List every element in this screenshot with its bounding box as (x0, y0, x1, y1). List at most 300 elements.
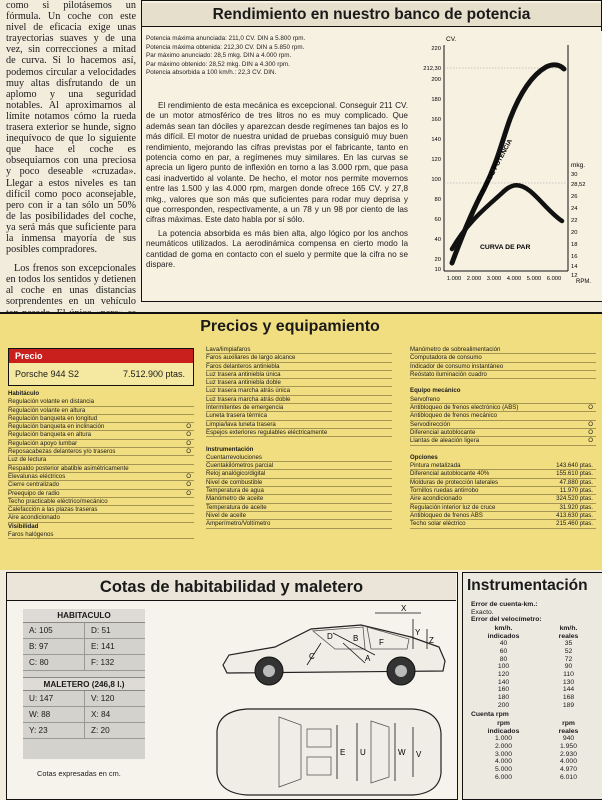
equipment-row (206, 495, 392, 503)
rpm-header-cell: rpm (497, 719, 510, 727)
speed-row (471, 640, 601, 648)
equipment-label: Nivel de aceite (206, 511, 246, 519)
equipment-label: Reloj analógico/digital (206, 470, 266, 478)
equipment-label: Regulación apoyo lumbar (8, 439, 78, 447)
equipment-row (8, 531, 194, 539)
speed-header (471, 633, 601, 640)
equipment-row (410, 520, 596, 528)
speed-row-cell: 60 (499, 647, 508, 655)
equipment-label: Molduras de protección laterales (410, 478, 499, 486)
equipment-value: 324.520 ptas. (556, 495, 593, 503)
equipment-row (410, 354, 596, 362)
equipment-row (410, 446, 596, 454)
equipment-value: 11.970 ptas. (559, 487, 593, 495)
speed-row-cell: 40 (499, 640, 508, 648)
mkg-tick: 20 (571, 230, 578, 236)
dim-cell: C: 80 (29, 658, 49, 667)
rpm-row-cell: 6.010 (559, 773, 577, 781)
car-side-diagram (215, 603, 453, 701)
dim-row (23, 691, 145, 707)
equipment-row (8, 465, 194, 473)
cv-tick: 80 (434, 197, 441, 203)
instrumentation-table (471, 601, 601, 782)
dim-cell: Y: 23 (29, 726, 48, 735)
equipment-row (206, 404, 392, 412)
equipment-row (410, 487, 596, 495)
prices-title: Precios y equipamiento (200, 318, 380, 335)
equipment-label: Respaldo posterior abatible asimétricamente (8, 464, 129, 472)
equipment-section-header (410, 387, 596, 395)
equipment-label: Habitáculo (8, 390, 40, 397)
dim-cell: U: 147 (29, 694, 54, 703)
rpm-tick: 4.000 (506, 276, 522, 282)
dimensions-title: Cotas de habitabilidad y maletero (7, 573, 456, 601)
equipment-label: Elevalunas eléctricos (8, 472, 66, 480)
dim-letter: Y (415, 628, 421, 637)
equipment-label: Opciones (410, 453, 438, 461)
equipment-label: Limpia/lava luneta trasera (206, 420, 276, 428)
equipment-value: 143.640 ptas. (556, 462, 593, 470)
dim-cell: E: 141 (84, 639, 145, 654)
rpm-row-cell: 4.000 (559, 758, 577, 766)
equipment-value: 31.920 ptas. (559, 503, 593, 511)
left-column-article (0, 0, 138, 312)
cv-tick: 40 (434, 237, 441, 243)
torque-curve-label: CURVA DE PAR (480, 244, 531, 251)
equipment-label: Regulación volante en distancia (8, 398, 95, 406)
dim-letter: Z (429, 636, 434, 645)
rpm-header-cell: indicados (487, 728, 520, 736)
equipment-label: Antibloqueo de frenos electrónico (ABS) (410, 404, 519, 412)
equipment-label: Antibloqueo de frenos ABS (410, 511, 483, 519)
prices-section (0, 312, 602, 570)
equipment-row (206, 354, 392, 362)
rpm-row-cell: 2.930 (559, 750, 577, 758)
price-box (8, 348, 194, 386)
performance-paragraph: El rendimiento de esta mecánica es excepcional. Conseguir 211 CV. de un motor atmosférico de tres litros no es muy complicado. Que además sean tan dóciles y aparezcan desde regímenes tan bajos es lo más difícil. El motor de nuestra unidad de pruebas consiguió muy buen rendimiento, mejorando las cifras previstas por el fabricante, tanto en potencia como en par, a regímenes muy similares. En las curvas se aprecia un ligero punto de inflexión en torno a las 3.000 rpm, que pasa casi inadvertido al volante. De hecho, el motor nos permite movernos entre las 1.500 y las 4.000 rpm, margen donde ofrece 165 CV. y 27,8 mkg., valores que son más que suficientes para rodar muy deprisa y que corresponden, respectivamente, a un 78 y un 98 por ciento de las cifras máximas. Este dato habla por sí sólo. (146, 101, 408, 225)
equipment-row (410, 346, 596, 354)
dim-cell: D: 51 (84, 623, 145, 638)
equipment-row (206, 363, 392, 371)
equipment-row (8, 440, 194, 448)
equipment-row (206, 412, 392, 420)
equipment-row (206, 379, 392, 387)
dim-letter: D (327, 632, 333, 641)
speed-row (471, 686, 601, 694)
equipment-row (8, 473, 194, 481)
mkg-tick: 14 (571, 264, 578, 270)
equipment-label: Reóstato iluminación cuadro (410, 370, 487, 378)
equipment-label: Cierre centralizado (8, 481, 60, 489)
equipment-label: Computadora de consumo (410, 354, 482, 362)
equipment-label: Servofreno (410, 395, 440, 403)
equipment-label: Tornillos ruedas antirrobo (410, 487, 479, 495)
equipment-value: O (186, 431, 191, 439)
speed-row-cell: 168 (562, 694, 575, 701)
cv-tick: 180 (431, 97, 441, 103)
cv-tick: 220 (431, 46, 441, 52)
equipment-label: Faros halógenos (8, 531, 54, 539)
rpm-row (471, 766, 601, 774)
rpm-row-cell: 940 (562, 735, 575, 743)
rpm-header (471, 728, 601, 735)
equipment-row (410, 404, 596, 412)
equipment-label: Techo solar eléctrico (410, 520, 466, 528)
equipment-row (206, 454, 392, 462)
equipment-row (206, 396, 392, 404)
equipment-row (410, 495, 596, 503)
speed-row-cell: 100 (497, 663, 510, 671)
speed-header-cell: km/h. (494, 624, 513, 632)
dimensions-table (23, 609, 145, 759)
rpm-row (471, 743, 601, 751)
equipment-label: Temperatura de aceite (206, 503, 267, 511)
mkg-tick: 30 (571, 172, 578, 178)
dim-letter: B (353, 634, 359, 643)
equipment-label: Faros auxiliares de largo alcance (206, 354, 296, 362)
equipment-label: Techo practicable eléctrico/mecánico (8, 497, 108, 505)
equipment-row (206, 470, 392, 478)
rpm-row-cell: 5.000 (494, 766, 512, 774)
cv-tick: 212,30 (423, 66, 441, 72)
dim-letter: A (365, 654, 371, 663)
equipment-label: Diferencial autoblocante (410, 428, 476, 436)
dim-letter: U (360, 748, 366, 757)
speed-header (471, 625, 601, 632)
equipment-label: Regulación banqueta en inclinación (8, 423, 105, 431)
equipment-label: Temperatura de agua (206, 487, 264, 495)
mkg-unit: mkg. (571, 162, 586, 169)
rpm-tick: 3.000 (486, 276, 502, 282)
equipment-row (8, 514, 194, 522)
article-paragraph: Los frenos son excepcionales en todos los sentidos y detienen al coche en unas distancias sorprendentes en un vehículo (6, 263, 136, 308)
equipment-label: Luz trasera antiniebla única (206, 370, 281, 378)
equipment-label: Llantas de aleación ligera (410, 437, 480, 445)
equipment-label: Lava/limpiafaros (206, 346, 251, 353)
equipment-value: O (186, 439, 191, 447)
equipment-column-3 (410, 346, 596, 529)
equipment-value: O (186, 448, 191, 456)
speed-header-cell: km/h. (559, 624, 578, 632)
mkg-tick: 26 (571, 194, 578, 200)
equipment-row (206, 346, 392, 354)
equipment-label: Espejos exteriores regulables eléctricamente (206, 428, 328, 436)
equipment-row (410, 462, 596, 470)
rpm-unit: RPM. (576, 279, 591, 285)
equipment-row (8, 498, 194, 506)
dim-letter: F (379, 638, 384, 647)
rpm-tick: 5.000 (526, 276, 542, 282)
cv-tick: 200 (431, 77, 441, 83)
equipment-row (206, 487, 392, 495)
speed-row (471, 694, 601, 702)
speed-row-cell: 35 (564, 640, 573, 648)
equipment-label: Regulación volante en altura (8, 406, 86, 414)
cv-tick: 10 (434, 267, 441, 273)
equipment-label: Regulación interior luz de cruce (410, 503, 496, 511)
equipment-label: Aire acondicionado (410, 495, 462, 503)
spec-line: Potencia absorbida a 100 km/h.: 22,3 CV. DIN. (146, 69, 277, 77)
equipment-row (8, 490, 194, 498)
performance-title: Rendimiento en nuestro banco de potencia (142, 3, 601, 27)
equipment-row (8, 407, 194, 415)
performance-specs (146, 35, 408, 78)
dim-row (23, 707, 145, 723)
dim-cell: W: 88 (29, 710, 51, 719)
speed-row-cell: 110 (563, 670, 574, 678)
speed-row-cell: 144 (562, 686, 575, 694)
cv-tick: 100 (431, 177, 441, 183)
spec-line: Potencia máxima anunciada: 211,0 CV. DIN a 5.800 rpm. (146, 35, 306, 42)
speed-row (471, 702, 601, 710)
equipment-value: O (588, 428, 593, 436)
dim-cell: V: 120 (84, 691, 145, 706)
equipment-value: 47.880 ptas. (559, 478, 593, 486)
equipment-label: Manómetro de sobrealimentación (410, 346, 501, 353)
speed-row-cell: 52 (564, 647, 573, 655)
equipment-value: 413.630 ptas. (556, 511, 593, 519)
equipment-label: Diferencial autoblocante 40% (410, 470, 490, 478)
equipment-label: Cuentarrevoluciones (206, 453, 262, 461)
cv-tick: 20 (434, 257, 441, 263)
mkg-tick: 18 (571, 242, 578, 248)
speed-row-cell: 140 (497, 678, 510, 686)
equipment-section-header (410, 454, 596, 462)
error-km-label: Error de cuenta-km.: (471, 601, 538, 608)
dim-letter: X (401, 604, 407, 613)
equipment-section-header (8, 390, 194, 398)
car-top-diagram (207, 703, 451, 799)
equipment-label: Visibilidad (8, 522, 39, 530)
equipment-label: Manómetro de aceite (206, 495, 264, 503)
equipment-value: O (186, 481, 191, 489)
equipment-value: 215.460 ptas. (556, 520, 593, 528)
equipment-label: Nivel de combustible (206, 478, 263, 486)
equipment-row (410, 512, 596, 520)
dim-cell: B: 97 (29, 642, 49, 651)
equipment-row (8, 456, 194, 464)
mkg-tick: 22 (571, 218, 578, 224)
equipment-row (410, 421, 596, 429)
equipment-section-header (8, 523, 194, 531)
equipment-column-1 (8, 390, 194, 539)
dim-letter: C (309, 652, 315, 661)
dim-cell: X: 84 (84, 707, 145, 722)
dim-letter: V (416, 750, 422, 759)
equipment-label: Regulación banqueta en altura (8, 431, 92, 439)
equipment-row (206, 512, 392, 520)
equipment-row (410, 371, 596, 379)
dim-row (23, 723, 145, 739)
instrumentation-box (462, 572, 602, 800)
performance-box (141, 0, 602, 302)
equipment-row (8, 398, 194, 406)
dimensions-box (6, 572, 458, 800)
speed-row-cell: 90 (564, 663, 573, 671)
rpm-tick: 6.000 (546, 276, 562, 282)
speed-row (471, 656, 601, 664)
equipment-row (410, 412, 596, 420)
equipment-label: Amperímetro/Voltímetro (206, 520, 271, 528)
speed-row (471, 663, 601, 671)
price-row (9, 363, 193, 385)
speed-rows (471, 640, 601, 709)
rpm-row (471, 774, 601, 782)
equipment-label: Regulación banqueta en longitud (8, 414, 98, 422)
equipment-value: O (186, 472, 191, 480)
dyno-graph (408, 31, 602, 301)
speed-row-cell: 80 (499, 655, 508, 663)
rpm-row-cell: 4.970 (559, 766, 577, 774)
equipment-row (410, 396, 596, 404)
equipment-row (206, 437, 392, 445)
spec-line: Potencia máxima obtenida: 212,30 CV. DIN a 5.850 rpm. (146, 43, 305, 51)
equipment-row (206, 429, 392, 437)
rpm-title: Cuenta rpm (471, 711, 509, 719)
rpm-row (471, 735, 601, 743)
dim-row (23, 623, 145, 639)
error-speedo-label: Error del velocímetro: (471, 616, 542, 624)
spec-line: Par máximo anunciado: 28,5 mkg. DIN a 4.000 rpm. (146, 52, 292, 60)
equipment-row (8, 423, 194, 431)
speed-row-cell: 130 (562, 678, 575, 686)
article-paragraph: como si pilotásemos un fórmula. Un coche con este nivel de eficacia exige unas trayectorias suaves y de una vez, sin correcciones a mitad de curva. Si lo hacemos así, podemos circular a velocidades muy altas disfrutando de un aplomo y una seguridad notables. Al aproximarnos al límite notamos cómo la rueda trasera exterior se hunde, signo inequívoco de que lo siguiente que hace el coche es obsequiarnos con una preciosa y poco deseable «cruzada». Llegar a estos niveles es tan difícil como poco aconsejable, pero con ir a tan sólo un 50% de las posibilidades del coche, ya será más que suficiente para la inmensa mayoría de sus posibles compradores. (6, 0, 136, 256)
speed-row-cell: 189 (562, 701, 575, 709)
equipment-label: Luz trasera marcha atrás única (206, 387, 290, 395)
rpm-tick: 1.000 (446, 276, 462, 282)
dim-letter: W (398, 748, 406, 757)
equipment-value: 155.610 ptas. (556, 470, 593, 478)
equipment-label: Servodirección (410, 420, 451, 428)
equipment-row (206, 479, 392, 487)
equipment-value: O (588, 420, 593, 428)
equipment-label: Reposacabezas delanteros y/o traseros (8, 448, 116, 456)
dimensions-note: Cotas expresadas en cm. (37, 769, 121, 778)
rpm-row (471, 758, 601, 766)
speed-row-cell: 72 (564, 655, 573, 663)
equipment-label: Indicador de consumo instantáneo (410, 362, 504, 370)
model-price: 7.512.900 ptas. (122, 369, 185, 379)
equipment-row (410, 437, 596, 445)
equipment-label: Intermitentes de emergencia (206, 404, 284, 412)
equipment-row (8, 506, 194, 514)
equipment-row (8, 415, 194, 423)
equipment-label: Luz trasera marcha atrás doble (206, 395, 291, 403)
mkg-tick: 16 (571, 254, 578, 260)
speed-row (471, 648, 601, 656)
equipment-label: Calefacción a las plazas traseras (8, 506, 98, 514)
cv-tick: 60 (434, 217, 441, 223)
equipment-row (410, 429, 596, 437)
rpm-row-cell: 4.000 (494, 758, 512, 766)
equipment-column-2 (206, 346, 392, 529)
equipment-label: Luneta trasera térmica (206, 412, 267, 420)
rpm-row-cell: 3.000 (494, 750, 512, 758)
equipment-section-header (206, 446, 392, 454)
equipment-row (206, 371, 392, 379)
equipment-row (206, 421, 392, 429)
speed-row (471, 679, 601, 687)
mkg-tick: 24 (571, 206, 578, 212)
dim-cell: Z: 20 (84, 723, 145, 738)
performance-text (146, 101, 408, 274)
speed-row-cell: 200 (497, 701, 510, 709)
speed-row-cell: 120 (497, 670, 510, 678)
equipment-row (8, 481, 194, 489)
dim-letter: E (340, 748, 346, 757)
equipment-value: O (588, 404, 593, 412)
equipment-row (410, 470, 596, 478)
equipment-row (206, 387, 392, 395)
equipment-label: Faros delanteros antiniebla (206, 362, 280, 370)
equipment-label: Instrumentación (206, 445, 254, 453)
dim-row (23, 655, 145, 671)
dim-cell: A: 105 (29, 626, 53, 635)
cv-tick: 120 (431, 157, 441, 163)
price-label: Precio (9, 349, 193, 363)
habitaculo-header: HABITACULO (23, 609, 145, 623)
equipment-row (8, 431, 194, 439)
equipment-value: O (186, 489, 191, 497)
cv-tick: 140 (431, 137, 441, 143)
speed-header-cell: indicados (487, 632, 520, 640)
equipment-label: Preequipo de radio (8, 489, 60, 497)
equipment-label: Antibloqueo de frenos mecánico (410, 412, 498, 420)
cv-unit: CV. (446, 36, 457, 43)
equipment-row (206, 462, 392, 470)
maletero-header: MALETERO (246,8 l.) (23, 677, 145, 691)
equipment-label: Luz trasera antiniebla doble (206, 379, 281, 387)
equipment-row (410, 504, 596, 512)
equipment-label: Luz de lectura (8, 456, 47, 464)
speed-row (471, 671, 601, 679)
model-name: Porsche 944 S2 (15, 369, 80, 379)
equipment-value: O (588, 437, 593, 445)
equipment-row (206, 520, 392, 528)
rpm-tick: 2.000 (466, 276, 482, 282)
equipment-row (410, 479, 596, 487)
equipment-label: Cuentakilómetros parcial (206, 462, 274, 470)
rpm-row (471, 751, 601, 759)
speed-row-cell: 160 (497, 686, 510, 694)
error-km-value: Exacto. (471, 608, 494, 616)
equipment-row (410, 379, 596, 387)
instrumentation-title: Instrumentación (467, 577, 588, 594)
equipment-row (410, 363, 596, 371)
rpm-header (471, 720, 601, 727)
cv-tick: 160 (431, 117, 441, 123)
spec-line: Par máximo obtenido: 28,52 mkg. DIN a 4.300 rpm. (146, 60, 290, 68)
rpm-header-cell: rpm (562, 719, 575, 727)
rpm-row-cell: 1.950 (559, 743, 577, 751)
mkg-tick: 28,52 (571, 182, 586, 188)
equipment-row (206, 504, 392, 512)
speed-header-cell: reales (558, 632, 579, 640)
equipment-label: Pintura metalizada (410, 462, 461, 470)
equipment-value: O (186, 423, 191, 431)
rpm-rows (471, 735, 601, 781)
performance-paragraph: La potencia absorbida es más bien alta, algo lógico por los anchos neumáticos utilizados. La aerodinámica compensa en cierto modo la cantidad de goma en contacto con el suelo y permite que la cifra no se dispare. (146, 228, 408, 270)
rpm-row-cell: 1.000 (494, 735, 512, 743)
dim-row (23, 639, 145, 655)
equipment-label: Aire acondicionado (8, 514, 60, 522)
rpm-row-cell: 2.000 (494, 743, 512, 751)
mkg-tick: 12 (571, 273, 578, 279)
rpm-header-cell: reales (558, 728, 579, 736)
equipment-label: Equipo mecánico (410, 387, 461, 395)
power-curve-label: CURVA DE POTENCIA (475, 138, 514, 202)
speed-row-cell: 180 (497, 694, 510, 701)
